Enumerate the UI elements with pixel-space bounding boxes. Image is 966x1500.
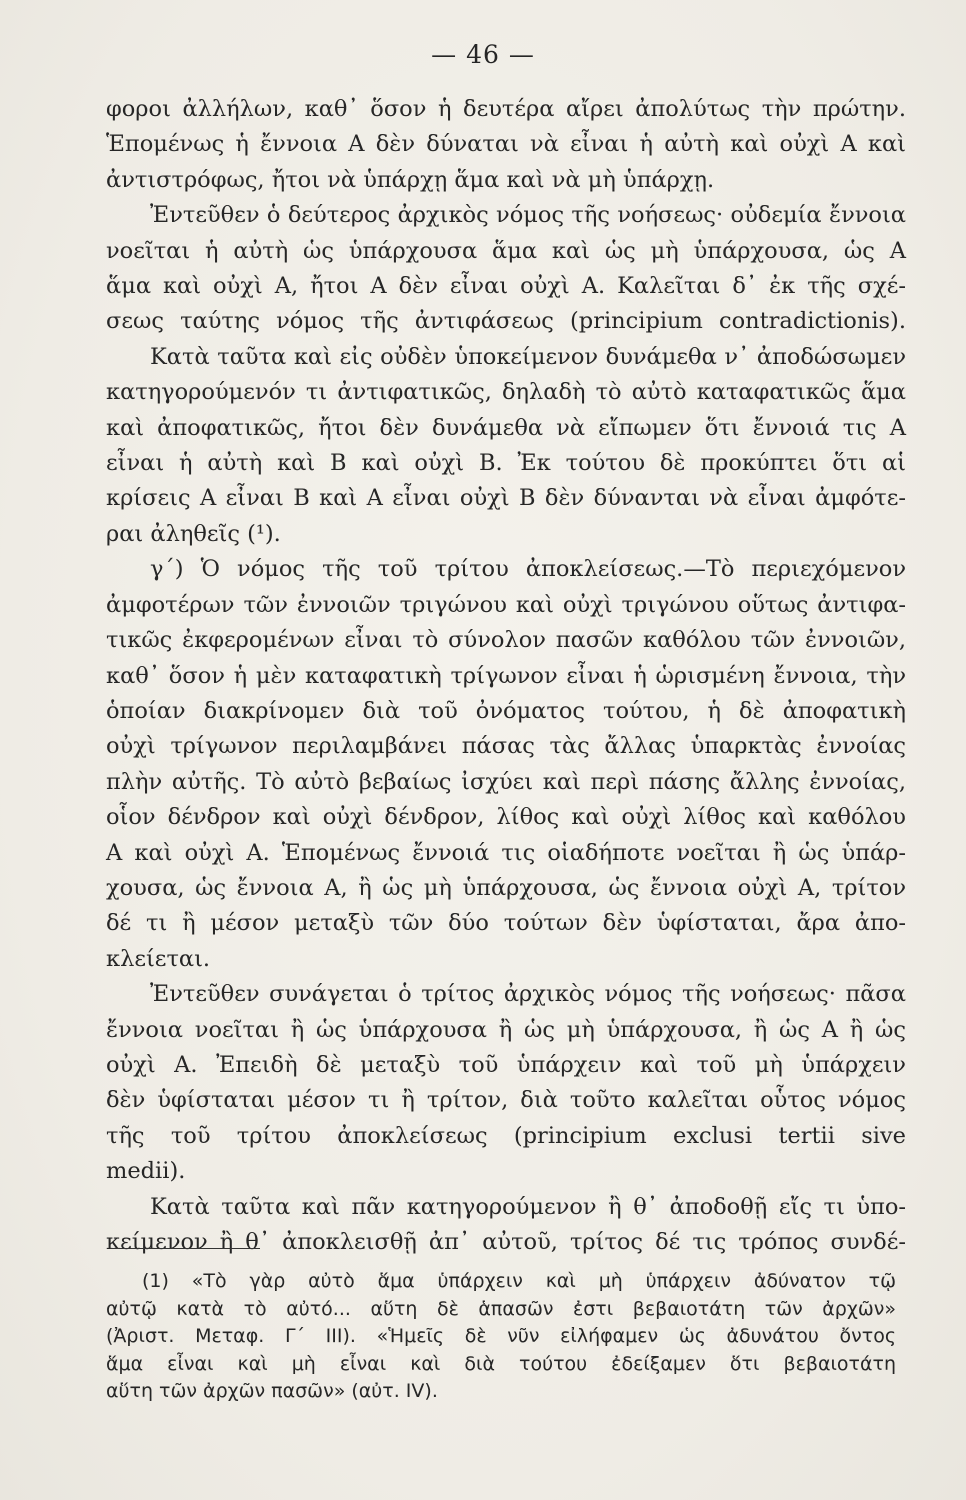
body-line: φοροι ἀλλήλων, καθ᾽ ὅσον ἡ δευτέρα αἴρει ἀπολύτως τὴν πρώτην. bbox=[106, 96, 906, 122]
body-line: ἀντιστρόφως, ἤτοι νὰ ὑπάρχῃ ἅμα καὶ νὰ μὴ ὑπάρχῃ. bbox=[106, 166, 715, 193]
body-text bbox=[106, 92, 906, 1260]
body-line: κρίσεις Α εἶναι Β καὶ Α εἶναι οὐχὶ Β δὲν δύνανται νὰ εἶναι ἀμφότε- bbox=[106, 485, 906, 512]
body-line: κλείεται. bbox=[106, 945, 211, 972]
body-line: σεως ταύτης νόμος τῆς ἀντιφάσεως (principium contradictionis). bbox=[106, 308, 906, 335]
body-line: οὐχὶ τρίγωνον περιλαμβάνει πάσας τὰς ἄλλας ὑπαρκτὰς ἐννοίας bbox=[106, 733, 906, 760]
body-line: ὁποίαν διακρίνομεν διὰ τοῦ ὀνόματος τούτου, ἡ δὲ ἀποφατικὴ bbox=[106, 697, 906, 724]
footnote-line: αὐτῷ κατὰ τὸ αὐτό... αὕτη δὲ ἁπασῶν ἐστι βεβαιοτάτη τῶν ἀρχῶν» bbox=[106, 1297, 896, 1320]
footnote-rule bbox=[110, 1248, 260, 1249]
body-line: ἅμα καὶ οὐχὶ Α, ἤτοι Α δὲν εἶναι οὐχὶ Α. Καλεῖται δ᾽ ἐκ τῆς σχέ- bbox=[106, 273, 906, 300]
body-line: ἀμφοτέρων τῶν ἐννοιῶν τριγώνου καὶ οὐχὶ τριγώνου οὕτως ἀντιφα- bbox=[106, 591, 906, 618]
body-line: καθ᾽ ὅσον ἡ μὲν καταφατικὴ τρίγωνον εἶναι ἡ ὡρισμένη ἔννοια, τὴν bbox=[106, 662, 906, 689]
footnote-line: αὕτη τῶν ἀρχῶν πασῶν» (αὐτ. IV). bbox=[106, 1380, 438, 1403]
body-line: τικῶς ἐκφερομένων εἶναι τὸ σύνολον πασῶν καθόλου τῶν ἐννοιῶν, bbox=[106, 627, 906, 654]
body-line: Α καὶ οὐχὶ Α. Ἑπομένως ἔννοιά τις οἱαδήποτε νοεῖται ἢ ὡς ὑπάρ- bbox=[106, 839, 906, 866]
body-line: Κατὰ ταῦτα καὶ εἰς οὐδὲν ὑποκείμενον δυνάμεθα ν᾽ ἀποδώσωμεν bbox=[150, 343, 906, 370]
body-line: νοεῖται ἡ αὐτὴ ὡς ὑπάρχουσα ἅμα καὶ ὡς μὴ ὑπάρχουσα, ὡς Α bbox=[106, 237, 906, 264]
footnote-line: ἅμα εἶναι καὶ μὴ εἶναι καὶ διὰ τούτου ἐδείξαμεν ὅτι βεβαιοτάτη bbox=[106, 1352, 896, 1375]
body-line: δέ τι ἢ μέσον μεταξὺ τῶν δύο τούτων δὲν ὑφίσταται, ἄρα ἀπο- bbox=[106, 910, 906, 937]
body-line: καὶ ἀποφατικῶς, ἤτοι δὲν δυνάμεθα νὰ εἴπωμεν ὅτι ἔννοιά τις Α bbox=[106, 414, 906, 441]
body-line: ραι ἀληθεῖς (¹). bbox=[106, 520, 281, 547]
footnote bbox=[106, 1268, 896, 1406]
body-line: οἷον δένδρον καὶ οὐχὶ δένδρον, λίθος καὶ οὐχὶ λίθος καὶ καθόλου bbox=[106, 804, 906, 831]
footnote-line: (1) «Τὸ γὰρ αὐτὸ ἅμα ὑπάρχειν καὶ μὴ ὑπάρχειν ἀδύνατον τῷ bbox=[142, 1270, 896, 1292]
page-number: — 46 — bbox=[431, 40, 535, 69]
body-line: πλὴν αὐτῆς. Τὸ αὐτὸ βεβαίως ἰσχύει καὶ περὶ πάσης ἄλλης ἐννοίας, bbox=[106, 768, 906, 795]
body-line: χουσα, ὡς ἔννοια Α, ἢ ὡς μὴ ὑπάρχουσα, ὡς ἔννοια οὐχὶ Α, τρίτον bbox=[106, 874, 906, 901]
body-line: medii). bbox=[106, 1158, 186, 1185]
body-line: Ἐντεῦθεν ὁ δεύτερος ἀρχικὸς νόμος τῆς νοήσεως· οὐδεμία ἔννοια bbox=[150, 202, 906, 229]
body-line: ἔννοια νοεῖται ἢ ὡς ὑπάρχουσα ἢ ὡς μὴ ὑπάρχουσα, ἢ ὡς Α ἢ ὡς bbox=[106, 1016, 906, 1043]
body-line: Ἐντεῦθεν συνάγεται ὁ τρίτος ἀρχικὸς νόμος τῆς νοήσεως· πᾶσα bbox=[150, 981, 906, 1008]
body-line: οὐχὶ Α. Ἐπειδὴ δὲ μεταξὺ τοῦ ὑπάρχειν καὶ τοῦ μὴ ὑπάρχειν bbox=[106, 1051, 906, 1078]
footnote-line: (Ἀριστ. Μεταφ. Γ´ ΙΙΙ). «Ἡμεῖς δὲ νῦν εἰλήφαμεν ὡς ἀδυνάτου ὄντος bbox=[106, 1325, 896, 1348]
body-line: Ἑπομένως ἡ ἔννοια Α δὲν δύναται νὰ εἶναι ἡ αὐτὴ καὶ οὐχὶ Α καὶ bbox=[106, 131, 906, 158]
body-line: τῆς τοῦ τρίτου ἀποκλείσεως (principium exclusi tertii sive bbox=[106, 1122, 906, 1149]
body-line: γ´) Ὁ νόμος τῆς τοῦ τρίτου ἀποκλείσεως.—Τὸ περιεχόμενον bbox=[150, 556, 906, 583]
body-line: κατηγορούμενόν τι ἀντιφατικῶς, δηλαδὴ τὸ αὐτὸ καταφατικῶς ἅμα bbox=[106, 379, 906, 406]
body-line: κείμενον ἢ θ᾽ ἀποκλεισθῇ ἀπ᾽ αὐτοῦ, τρίτος δέ τις τρόπος συνδέ- bbox=[106, 1229, 906, 1255]
body-line: δὲν ὑφίσταται μέσον τι ἢ τρίτον, διὰ τοῦτο καλεῖται οὗτος νόμος bbox=[106, 1087, 906, 1114]
body-line: Κατὰ ταῦτα καὶ πᾶν κατηγορούμενον ἢ θ᾽ ἀποδοθῇ εἴς τι ὑπο- bbox=[150, 1193, 906, 1220]
body-line: εἶναι ἡ αὐτὴ καὶ Β καὶ οὐχὶ Β. Ἐκ τούτου δὲ προκύπτει ὅτι αἱ bbox=[106, 450, 906, 477]
